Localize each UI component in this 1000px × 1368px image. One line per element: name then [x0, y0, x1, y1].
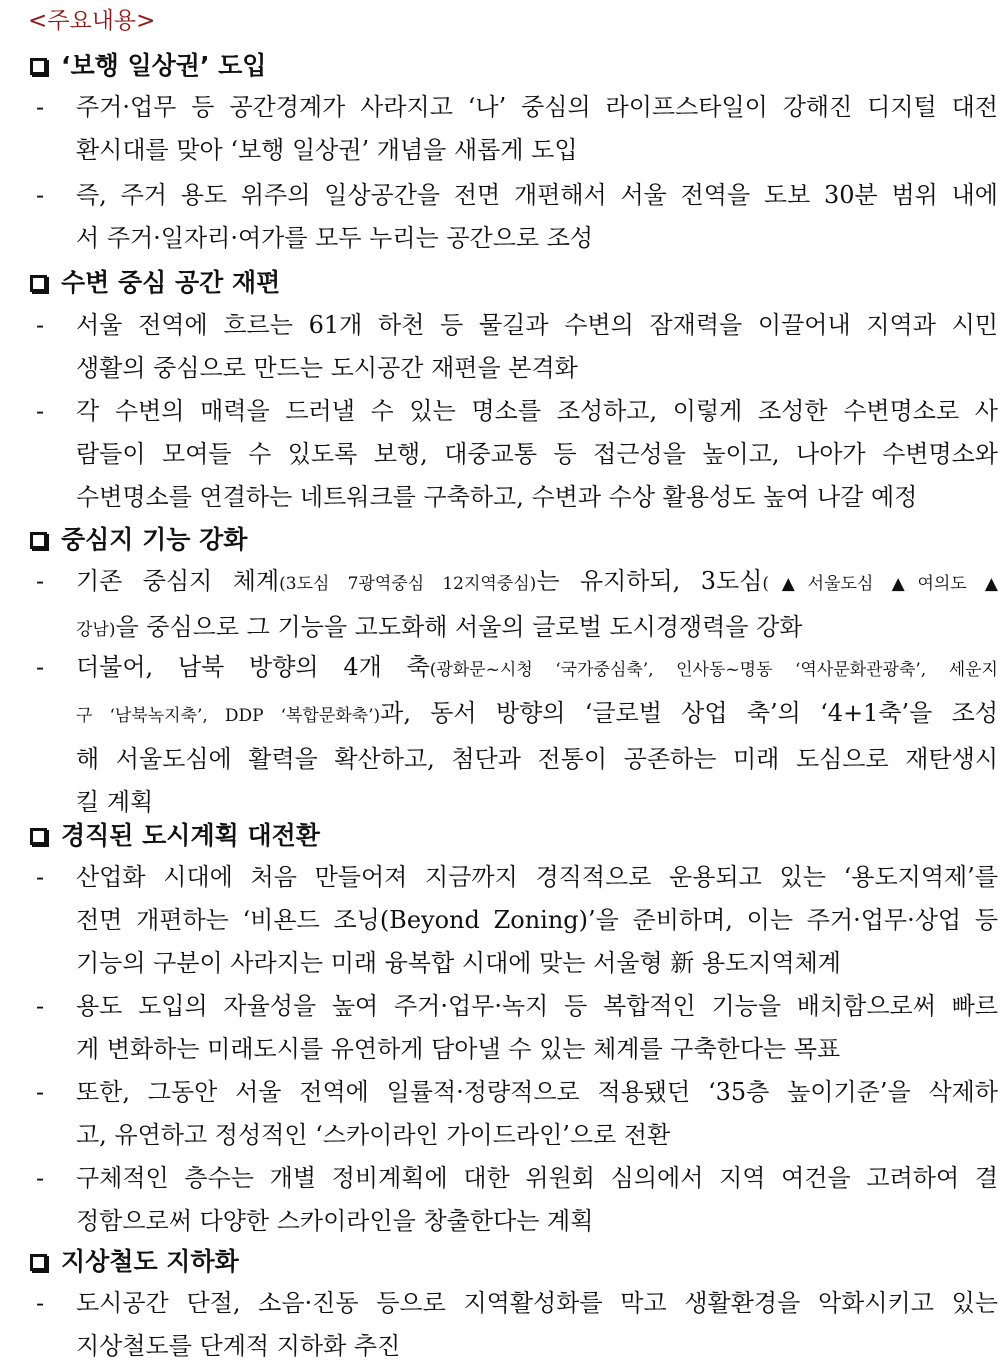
list-item	[36, 560, 998, 652]
text-line: 람들이 모여들 수 있도록 보행, 대중교통 등 접근성을 높이고, 나아가 수변명소와	[76, 440, 998, 468]
item-text	[76, 1071, 998, 1157]
text-line: 또한, 그동안 서울 전역에 일률적·정량적으로 적용됐던 ‘35층 높이기준’을 삭제하	[76, 1078, 998, 1106]
list-item	[36, 174, 998, 260]
text-line: 주거·업무 등 공간경계가 사라지고 ‘나’ 중심의 라이프스타일이 강해진 디지털 대전	[76, 93, 998, 121]
text-line: 서 주거·일자리·여가를 모두 누리는 공간으로 조성	[76, 224, 594, 252]
text-line: 기능의 구분이 사라지는 미래 융복합 시대에 맞는 서울형 新 용도지역체계	[76, 949, 841, 977]
text-run-small: (3도심 7광역중심 12지역중심)	[279, 574, 537, 594]
list-item	[36, 985, 998, 1071]
text-run-small: (광화문~시청 ‘국가중심축’, 인사동~명동 ‘역사문화관광축’, 세운지	[429, 660, 998, 680]
item-text	[76, 646, 998, 824]
dash-bullet: -	[36, 1164, 45, 1192]
text-line: 생활의 중심으로 만드는 도시공간 재편을 본격화	[76, 354, 578, 382]
text-line: 지상철도를 단계적 지하화 추진	[76, 1332, 401, 1360]
dash-bullet: -	[36, 181, 45, 209]
dash-bullet: -	[36, 863, 45, 891]
checkbox-square-icon	[30, 532, 47, 549]
section-heading-waterfront	[30, 263, 280, 299]
text-line: 서울 전역에 흐르는 61개 하천 등 물길과 수변의 잠재력을 이끌어내 지역과 시민	[76, 311, 998, 339]
text-line: 즉, 주거 용도 위주의 일상공간을 전면 개편해서 서울 전역을 도보 30분 범위 내에	[76, 181, 998, 209]
checkbox-square-icon	[30, 58, 47, 75]
list-item	[36, 1282, 998, 1368]
list-item	[36, 86, 998, 172]
dash-bullet: -	[36, 567, 45, 595]
text-line: 구체적인 층수는 개별 정비계획에 대한 위원회 심의에서 지역 여건을 고려하여 결	[76, 1164, 998, 1192]
section-title: 중심지 기능 강화	[61, 525, 248, 554]
checkbox-square-icon	[30, 828, 47, 845]
text-line: 해 서울도심에 활력을 확산하고, 첨단과 전통이 공존하는 미래 도심으로 재탄생시	[76, 745, 998, 773]
text-run: 더불어, 남북 방향의 4개 축	[76, 653, 430, 681]
text-line: 도시공간 단절, 소음·진동 등으로 지역활성화를 막고 생활환경을 악화시키고 있는	[76, 1289, 998, 1317]
section-title: ‘보행 일상권’ 도입	[61, 51, 267, 80]
section-title: 수변 중심 공간 재편	[61, 268, 281, 297]
item-text	[76, 560, 998, 652]
text-run: 는 유지하되, 3도심	[536, 567, 763, 595]
list-item	[36, 646, 998, 824]
section-heading-railway	[30, 1242, 239, 1278]
list-item	[36, 304, 998, 390]
item-text	[76, 985, 998, 1071]
text-line: 산업화 시대에 처음 만들어져 지금까지 경직적으로 운용되고 있는 ‘용도지역제’를	[76, 863, 998, 891]
text-line	[76, 692, 998, 738]
item-text	[76, 304, 998, 390]
text-line	[76, 646, 998, 692]
list-item	[36, 1071, 998, 1157]
text-line: 고, 유연하고 정성적인 ‘스카이라인 가이드라인’으로 전환	[76, 1121, 671, 1149]
text-line: 환시대를 맞아 ‘보행 일상권’ 개념을 새롭게 도입	[76, 136, 578, 164]
dash-bullet: -	[36, 1289, 45, 1317]
text-line: 정함으로써 다양한 스카이라인을 창출한다는 계획	[76, 1207, 594, 1235]
section-header-label: <주요내용>	[28, 8, 156, 34]
dash-bullet: -	[36, 653, 45, 681]
dash-bullet: -	[36, 1078, 45, 1106]
text-line: 킬 계획	[76, 788, 154, 816]
text-line: 각 수변의 매력을 드러낼 수 있는 명소를 조성하고, 이렇게 조성한 수변명소로 사	[76, 397, 998, 425]
text-run-small: 구 ‘남북녹지축’, DDP ‘복합문화축’)	[76, 706, 381, 726]
dash-bullet: -	[36, 93, 45, 121]
text-run-small: 강남)	[76, 620, 116, 640]
section-heading-walking-zone	[30, 46, 266, 82]
item-text	[76, 174, 998, 260]
text-run: 기존 중심지 체계	[76, 567, 280, 595]
text-line: 수변명소를 연결하는 네트워크를 구축하고, 수변과 수상 활용성도 높여 나갈 예정	[76, 483, 918, 511]
dash-bullet: -	[36, 397, 45, 425]
text-line: 전면 개편하는 ‘비욘드 조닝(Beyond Zoning)’을 준비하며, 이는 주거·업무·상업 등	[76, 906, 998, 934]
section-heading-zoning	[30, 816, 320, 852]
list-item	[36, 390, 998, 519]
section-title: 경직된 도시계획 대전환	[61, 821, 320, 850]
dash-bullet: -	[36, 992, 45, 1020]
item-text	[76, 1282, 998, 1368]
section-heading-center-function	[30, 520, 247, 556]
item-text	[76, 856, 998, 985]
text-run: 과, 동서 방향의 ‘글로벌 상업 축’의 ‘4+1축’을 조성	[380, 699, 999, 727]
text-run-small: (▲서울도심 ▲여의도 ▲	[762, 574, 998, 594]
list-item	[36, 1157, 998, 1243]
section-title: 지상철도 지하화	[61, 1247, 239, 1276]
text-line: 용도 도입의 자율성을 높여 주거·업무·녹지 등 복합적인 기능을 배치함으로써 빠르	[76, 992, 998, 1020]
item-text	[76, 390, 998, 519]
checkbox-square-icon	[30, 1254, 47, 1271]
dash-bullet: -	[36, 311, 45, 339]
text-run: 을 중심으로 그 기능을 고도화해 서울의 글로벌 도시경쟁력을 강화	[115, 613, 803, 641]
checkbox-square-icon	[30, 275, 47, 292]
text-line: 게 변화하는 미래도시를 유연하게 담아낼 수 있는 체계를 구축한다는 목표	[76, 1035, 841, 1063]
item-text	[76, 86, 998, 172]
item-text	[76, 1157, 998, 1243]
text-line	[76, 560, 998, 606]
list-item	[36, 856, 998, 985]
